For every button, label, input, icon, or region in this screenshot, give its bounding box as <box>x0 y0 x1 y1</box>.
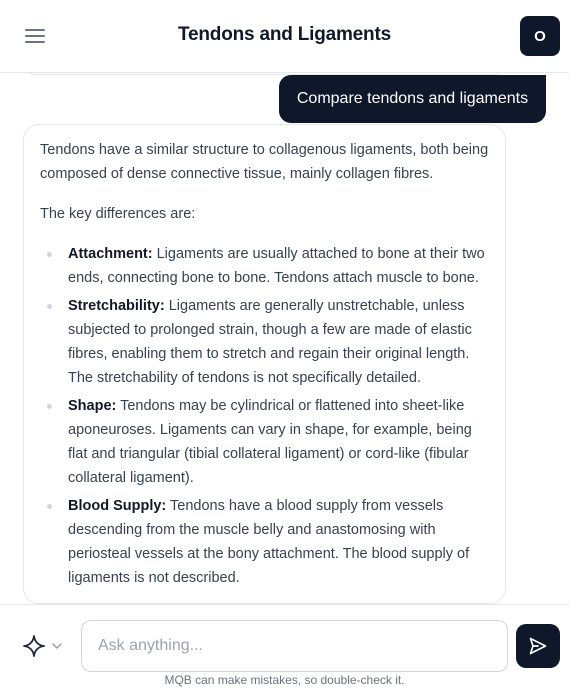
list-item <box>40 394 489 490</box>
chat-thread[interactable] <box>0 73 569 604</box>
message-composer <box>0 604 569 699</box>
app-header <box>0 0 569 73</box>
list-item-term: Blood Supply: <box>68 498 167 514</box>
list-item <box>40 294 489 390</box>
assistant-lead: The key differences are: <box>40 206 196 222</box>
list-item-text: Ligaments are usually attached to bone at their two ends, connecting bone to bone. Tendons attach muscle to bone. <box>68 246 485 286</box>
list-item-text: Ligaments are generally unstretchable, unless subjected to prolonged strain, though a few are made of elastic fibres, enabling them to stretch and regain their original length. The stretchability of tendons is not specifically detailed. <box>68 298 472 386</box>
chevron-down-icon <box>52 642 62 650</box>
list-item-text: Tendons have a blood supply from vessels descending from the muscle belly and anastomosing with periosteal vessels at the bony attachment. The blood supply of ligaments is not described. <box>68 498 470 586</box>
assistant-message-card <box>23 124 506 604</box>
list-item <box>40 242 489 290</box>
list-item <box>40 494 489 590</box>
disclaimer-text: MQB can make mistakes, so double-check it. <box>164 673 405 687</box>
user-message-bubble: Compare tendons and ligaments <box>279 75 546 123</box>
list-item-term: Stretchability: <box>68 298 165 314</box>
page-title: Tendons and Ligaments <box>178 24 391 45</box>
assistant-intro: Tendons have a similar structure to collagenous ligaments, both being composed of dense connective tissue, mainly collagen fibres. <box>40 142 489 182</box>
list-item-text: Tendons may be cylindrical or flattened into sheet-like aponeuroses. Ligaments can vary in shape, for example, being flat and triangular (tibial collateral ligament) or cord-like (fibular collateral ligament). <box>68 398 472 486</box>
differences-list <box>40 242 489 590</box>
model-picker-button[interactable] <box>22 631 68 661</box>
ask-input[interactable] <box>81 620 508 672</box>
user-avatar[interactable]: O <box>520 16 560 56</box>
send-icon <box>528 636 548 656</box>
send-button[interactable] <box>516 624 560 668</box>
list-item-term: Attachment: <box>68 246 153 262</box>
sparkle-icon <box>22 634 46 658</box>
list-item-term: Shape: <box>68 398 117 414</box>
